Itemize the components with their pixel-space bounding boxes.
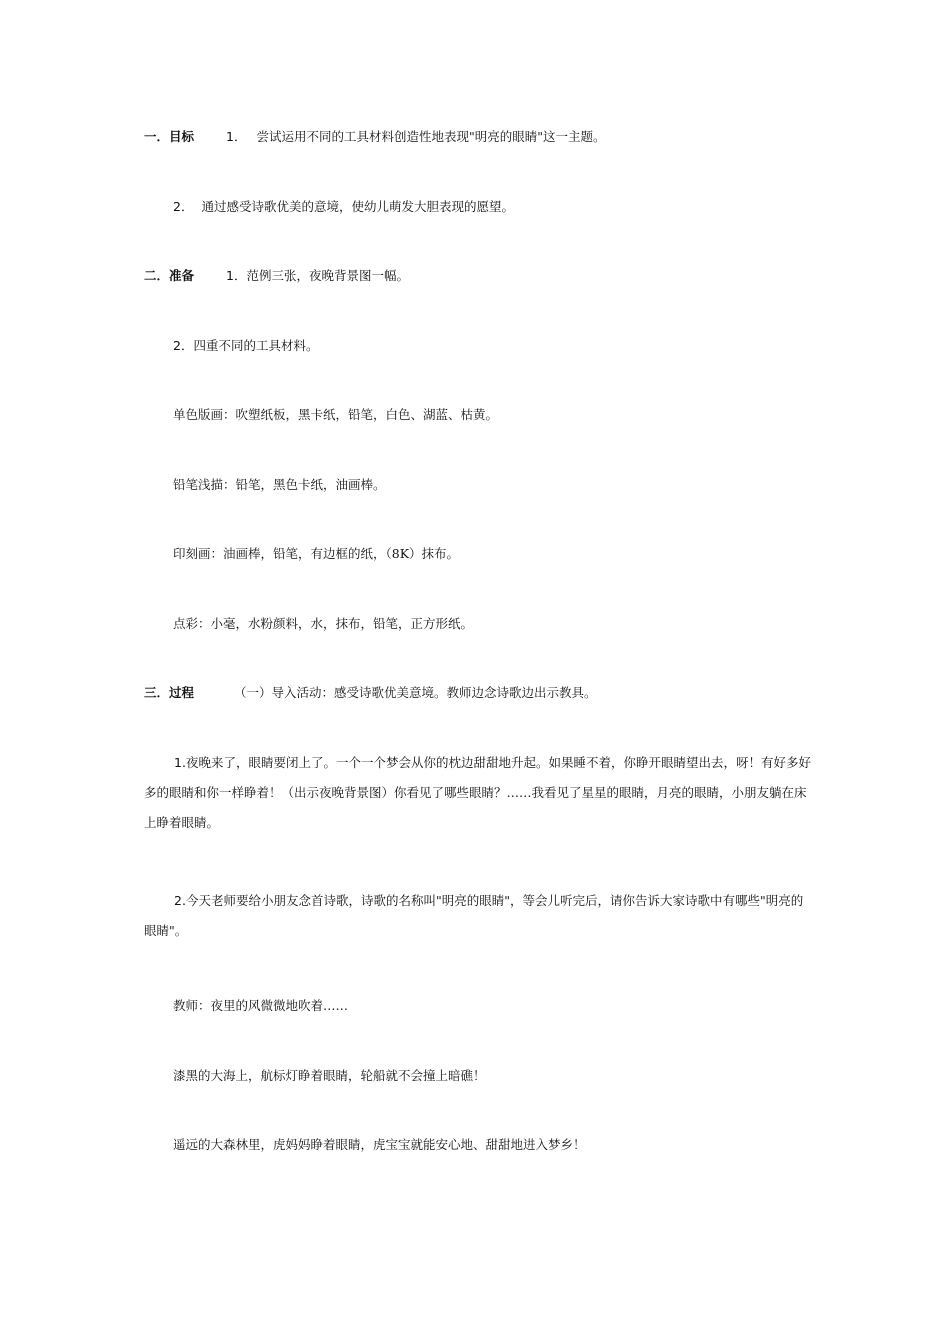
prep-material-pencil: 铅笔浅描：铅笔，黑色卡纸，油画棒。 — [173, 477, 386, 492]
goals-item1-text: 尝试运用不同的工具材料创造性地表现"明亮的眼睛"这一主题。 — [256, 129, 606, 144]
poem-line-1: 教师：夜里的风微微地吹着…… — [173, 998, 349, 1013]
goals-line-1 — [144, 128, 605, 146]
para2-number: 2. — [174, 893, 186, 908]
para1-number: 1. — [174, 755, 186, 770]
process-intro: （一）导入活动：感受诗歌优美意境。教师边念诗歌边出示教具。 — [234, 685, 597, 700]
goals-item2-number: 2． — [173, 199, 194, 214]
prep-item2-number: 2． — [173, 338, 194, 353]
poem-line-2: 漆黑的大海上，航标灯睁着眼睛，轮船就不会撞上暗礁！ — [173, 1068, 486, 1083]
prep-material-engrave: 印刻画：油画棒，铅笔，有边框的纸，（8K）抹布。 — [173, 546, 460, 561]
prep-heading: 二．准备 — [144, 268, 195, 283]
process-heading: 三．过程 — [144, 685, 195, 700]
para1-text: 夜晚来了，眼睛要闭上了。一个一个梦会从你的枕边甜甜地升起。如果睡不着，你睁开眼睛望出去，呀！有好多好多的眼睛和你一样睁着！（出示夜晚背景图）你看见了哪些眼睛？……我看见了星星的眼睛，月亮的眼睛，小朋友躺在床上睁着眼睛。 — [144, 755, 811, 830]
prep-line-2 — [173, 337, 318, 355]
goals-heading: 一．目标 — [144, 129, 195, 144]
prep-material-dots: 点彩：小毫，水粉颜料，水，抹布，铅笔，正方形纸。 — [173, 616, 474, 631]
prep-item2-text: 四重不同的工具材料。 — [193, 338, 319, 353]
goals-item2-text: 通过感受诗歌优美的意境，使幼儿萌发大胆表现的愿望。 — [201, 199, 514, 214]
process-line-1 — [144, 684, 597, 702]
process-paragraph-2 — [144, 886, 812, 946]
process-paragraph-1 — [144, 748, 812, 838]
prep-item1-number: 1． — [226, 268, 247, 283]
prep-material-print: 单色版画：吹塑纸板，黑卡纸，铅笔，白色、湖蓝、枯黄。 — [173, 407, 499, 422]
goals-line-2 — [173, 198, 514, 216]
goals-item1-number: 1． — [226, 129, 247, 144]
para2-text: 今天老师要给小朋友念首诗歌，诗歌的名称叫"明亮的眼睛"，等会儿听完后，请你告诉大家诗歌中有哪些"明亮的眼睛"。 — [144, 893, 804, 938]
prep-item1-text: 范例三张，夜晚背景图一幅。 — [246, 268, 409, 283]
prep-line-1 — [144, 267, 409, 285]
poem-line-3: 遥远的大森林里，虎妈妈睁着眼睛，虎宝宝就能安心地、甜甜地进入梦乡！ — [173, 1137, 586, 1152]
